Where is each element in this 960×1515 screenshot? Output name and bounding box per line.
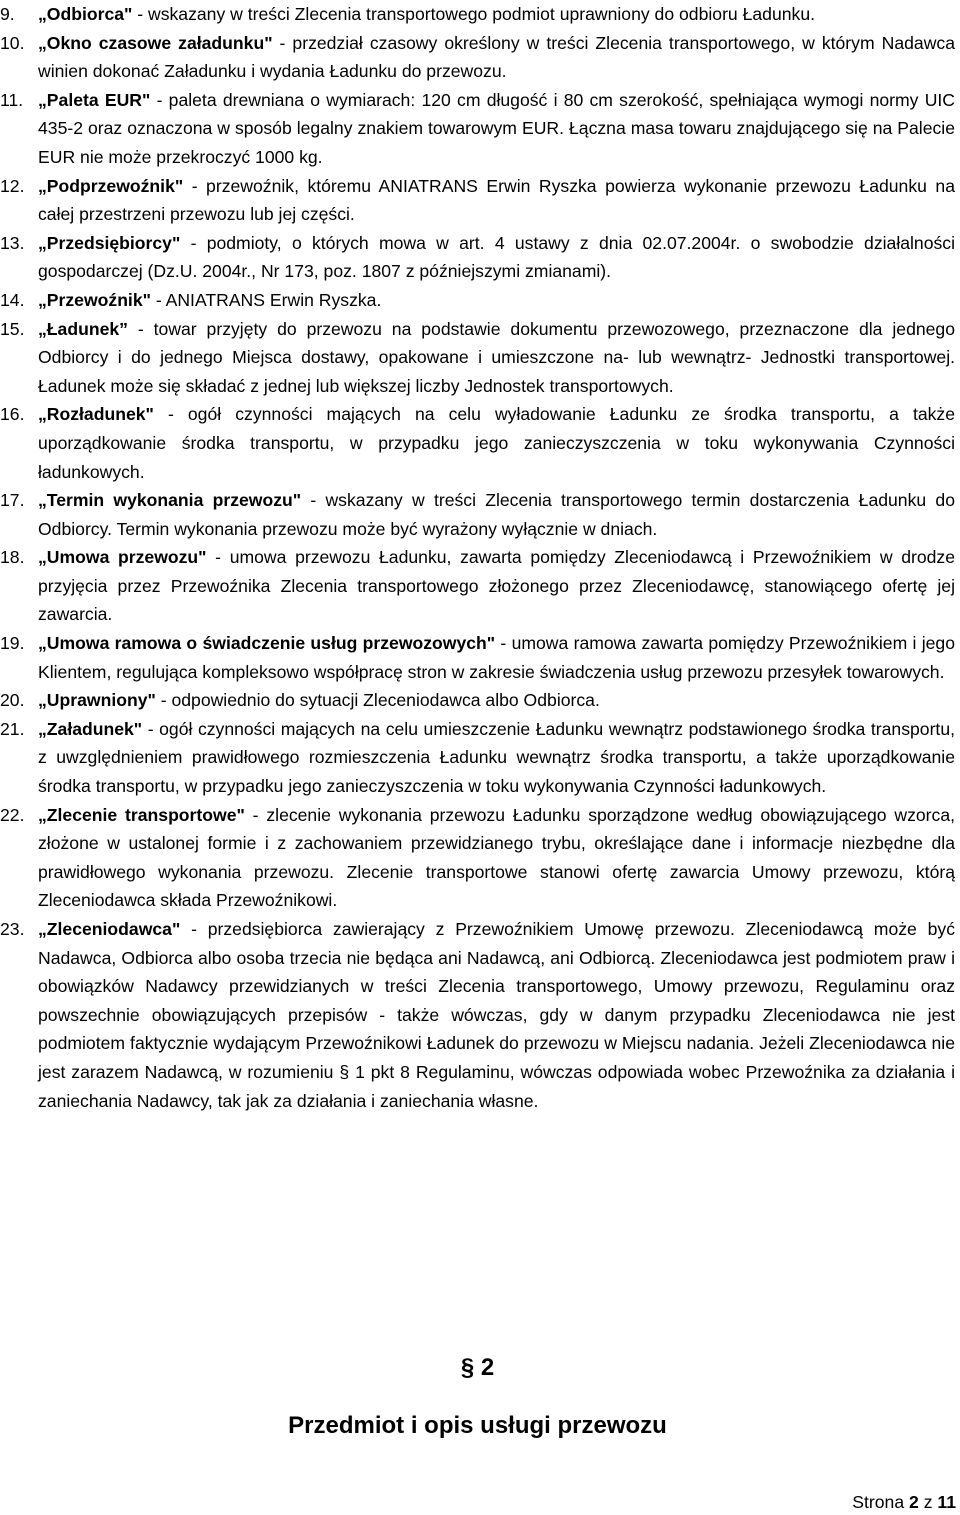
total-pages-number: 11 — [937, 1492, 956, 1512]
definition-term: „Rozładunek" — [38, 404, 154, 425]
definition-item-16 — [0, 400, 955, 486]
item-number: 15. — [0, 318, 25, 339]
current-page-number: 2 — [909, 1492, 919, 1512]
definition-term: „Odbiorca" — [38, 4, 133, 24]
definition-text: - umowa ramowa zawarta pomiędzy Przewoźnikiem i jego Klientem, regulująca kompleksowo współpracę stron w zakresie świadczenia usług przewozu przesyłek towarowych. — [38, 633, 955, 682]
definition-text: - przedsiębiorca zawierający z Przewoźnikiem Umowę przewozu. Zleceniodawcą może być Nadawca, Odbiorca albo osoba trzecia nie będąca ani Nadawcą, ani Odbiorcą. Zleceniodawca jest podmiotem praw i obowiązków Nadawcy przewidzianych w treści Zlecenia transportowego, Umowy przewozu, Regulaminu oraz powszechnie obowiązujących przepisów - także wówczas, gdy w danym przypadku Zleceniodawca nie jest podmiotem faktycznie wydającym Przewoźnikowi Ładunek do przewozu w Miejscu nadania. Jeżeli Zleceniodawca nie jest zarazem Nadawcą, w rozumieniu § 1 pkt 8 Regulaminu, wówczas odpowiada wobec Przewoźnika za działania i zaniechania Nadawcy, tak jak za działania i zaniechania własne. — [38, 919, 955, 1111]
item-number: 16. — [0, 404, 25, 425]
definition-text: - wskazany w treści Zlecenia transportowego podmiot uprawniony do odbioru Ładunku. — [132, 4, 815, 24]
definition-text: - wskazany w treści Zlecenia transportowego termin dostarczenia Ładunku do Odbiorcy. Termin wykonania przewozu może być wyrażony wyłącznie w dniach. — [38, 490, 955, 539]
definition-term: „Podprzewoźnik" — [38, 175, 184, 196]
definition-item-20 — [0, 686, 955, 715]
page-footer — [852, 1490, 956, 1514]
definition-item-14 — [0, 286, 955, 315]
definition-text: - podmioty, o których mowa w art. 4 ustawy z dnia 02.07.2004r. o swobodzie działalności gospodarczej (Dz.U. 2004r., Nr 173, poz. 1807 z późniejszymi zmianami). — [38, 232, 955, 282]
item-number: 10. — [0, 32, 25, 53]
definition-text: - zlecenie wykonania przewozu Ładunku sporządzone według obowiązującego wzorca, złożone w ustalonej formie i z zachowaniem przewidzianego trybu, określające dane i informacje niezbędne dla prawidłowego wykonania przewozu. Zlecenie transportowe stanowi ofertę zawarcia Umowy przewozu, którą Zleceniodawca składa Przewoźnikowi. — [38, 804, 955, 911]
item-number: 14. — [0, 289, 25, 310]
definition-item-15 — [0, 315, 955, 401]
definition-term: „Okno czasowe załadunku" — [38, 32, 273, 53]
definition-item-12 — [0, 172, 955, 229]
item-number: 19. — [0, 633, 25, 654]
definition-term: „Umowa ramowa o świadczenie usług przewozowych" — [38, 633, 496, 654]
definition-text: - odpowiednio do sytuacji Zleceniodawca albo Odbiorca. — [155, 690, 600, 711]
definition-item-9 — [0, 0, 955, 29]
section-title: Przedmiot i opis usługi przewozu — [288, 1412, 667, 1439]
definition-item-22 — [0, 801, 955, 915]
item-number: 13. — [0, 232, 25, 253]
item-number: 21. — [0, 718, 25, 739]
item-number: 12. — [0, 175, 25, 196]
definition-term: „Ładunek” — [38, 318, 128, 339]
definition-term: „Przewoźnik" — [38, 289, 151, 310]
definition-item-21 — [0, 715, 955, 801]
item-number: 9. — [0, 4, 15, 24]
page-separator: z — [923, 1492, 933, 1512]
definition-text: - umowa przewozu Ładunku, zawarta pomiędzy Zleceniodawcą i Przewoźnikiem w drodze przyjęcia przez Przewoźnika Zlecenia transportowego złożonego przez Zleceniodawcę, stanowiącego ofertę jej zawarcia. — [38, 547, 955, 625]
definition-term: „Termin wykonania przewozu" — [38, 490, 302, 511]
definition-term: „Uprawniony" — [38, 690, 156, 711]
definition-item-11 — [0, 86, 955, 172]
definition-text: - ogół czynności mających na celu umieszczenie Ładunku wewnątrz podstawionego środka transportu, z uwzględnieniem prawidłowego rozmieszczenia Ładunku wewnątrz środka transportu, a także uporządkowanie środka transportu, w przypadku jego zanieczyszczenia w toku wykonywania Czynności ładunkowych. — [38, 718, 955, 797]
definition-text: - przewoźnik, któremu ANIATRANS Erwin Ryszka powierza wykonanie przewozu Ładunku na całej przestrzeni przewozu lub jej części. — [38, 175, 955, 225]
item-number: 17. — [0, 490, 25, 511]
definition-item-13 — [0, 229, 955, 286]
definition-term: „Umowa przewozu" — [38, 547, 207, 568]
definition-item-23 — [0, 915, 955, 1115]
definition-item-17 — [0, 486, 955, 543]
definition-term: „Załadunek" — [38, 718, 143, 739]
definition-text: - ogół czynności mających na celu wyładowanie Ładunku ze środka transportu, a także uporządkowanie środka transportu, w przypadku jego zanieczyszczenia w toku wykonywania Czynności ładunkowych. — [38, 404, 955, 482]
item-number: 20. — [0, 690, 25, 711]
definition-item-18 — [0, 543, 955, 629]
definition-text: - towar przyjęty do przewozu na podstawie dokumentu przewozowego, przeznaczone dla jednego Odbiorcy i do jednego Miejsca dostawy, opakowane i umieszczone na- lub wewnątrz- Jednostki transportowej. Ładunek może się składać z jednej lub większej liczby Jednostek transportowych. — [38, 318, 955, 396]
definition-text: - ANIATRANS Erwin Ryszka. — [150, 289, 382, 310]
page-label: Strona — [852, 1492, 905, 1512]
item-number: 23. — [0, 919, 25, 939]
item-number: 18. — [0, 547, 25, 568]
definition-term: „Przedsiębiorcy" — [38, 232, 181, 253]
definition-term: „Paleta EUR" — [38, 89, 151, 110]
section-number: § 2 — [460, 1354, 495, 1381]
definition-text: - przedział czasowy określony w treści Zlecenia transportowego, w którym Nadawca winien dokonać Załadunku i wydania Ładunku do przewozu. — [38, 32, 955, 82]
definition-term: „Zleceniodawca" — [38, 919, 181, 939]
item-number: 11. — [0, 89, 24, 110]
definition-item-10 — [0, 29, 955, 86]
definition-item-19 — [0, 629, 955, 686]
definition-text: - paleta drewniana o wymiarach: 120 cm długość i 80 cm szerokość, spełniająca wymogi normy UIC 435-2 oraz oznaczona w sposób legalny znakiem towarowym EUR. Łączna masa towaru znajdującego się na Palecie EUR nie może przekroczyć 1000 kg. — [38, 89, 956, 167]
item-number: 22. — [0, 804, 25, 825]
definition-term: „Zlecenie transportowe" — [38, 804, 245, 825]
